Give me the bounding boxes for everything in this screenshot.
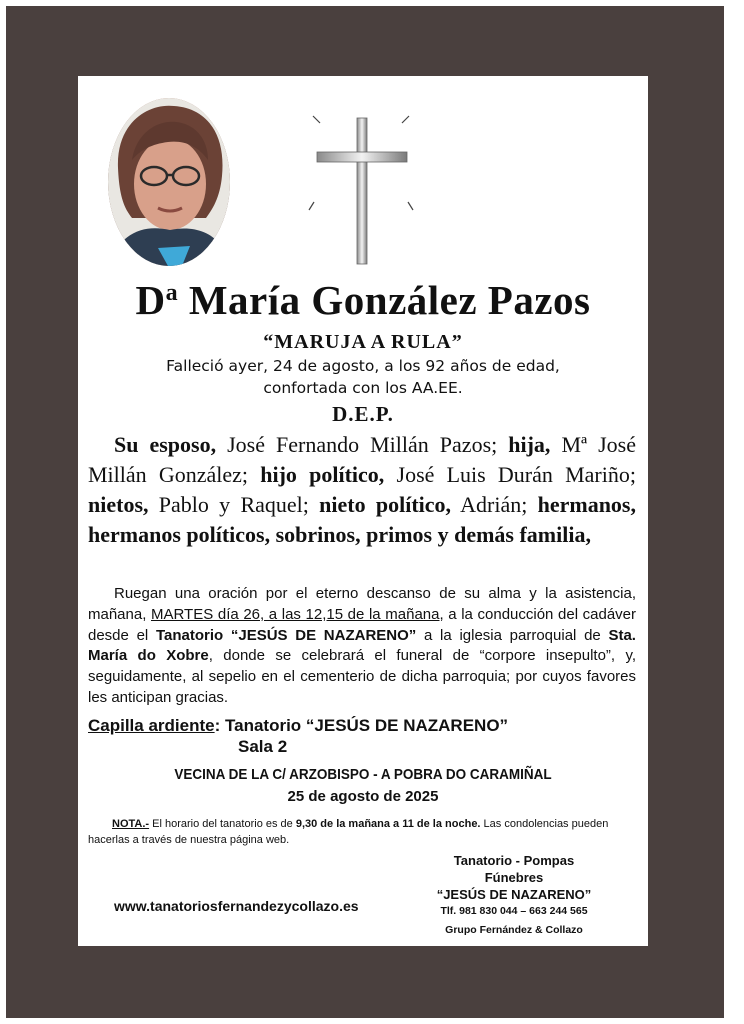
company-block bbox=[424, 852, 604, 939]
website-link[interactable]: www.tanatoriosfernandezycollazo.es bbox=[114, 898, 359, 914]
portrait-photo bbox=[108, 98, 230, 266]
ceremony-paragraph: Ruegan una oración por el eterno descanso de su alma y la asistencia, mañana, MARTES día 26, a las 12,15 de la mañana, a la conducción del cadáver desde el Tanatorio “JESÚS DE NAZARENO” a la iglesia parroquial de Sta. María do Xobre, donde se celebrará el funeral de “corpore insepulto”, y, seguidamente, al sepelio en el cementerio de dicha parroquia; por cuyos favores les anticipan gracias. bbox=[88, 585, 637, 706]
death-notice-line-2: confortada con los AA.EE. bbox=[263, 379, 463, 397]
death-notice bbox=[78, 355, 648, 399]
company-line-2: “JESÚS DE NAZARENO” bbox=[436, 887, 592, 902]
nickname: “MARUJA A RULA” bbox=[263, 331, 463, 353]
note-paragraph: NOTA.- El horario del tanatorio es de 9,30 de la mañana a 11 de la noche. Las condolencias pueden hacerlas a través de nuestra página web. bbox=[88, 818, 609, 846]
dep-heading: D.E.P. bbox=[332, 402, 394, 426]
residence-line: VECINA DE LA C/ ARZOBISPO - A POBRA DO CARAMIÑAL bbox=[174, 766, 552, 783]
deceased-name: $D^a$ María González Pazos bbox=[135, 277, 591, 323]
sala: Sala 2 bbox=[238, 737, 288, 756]
company-line-1: Tanatorio - Pompas Fúnebres bbox=[453, 853, 575, 885]
cross-icon bbox=[303, 106, 423, 271]
obituary-sheet bbox=[78, 76, 648, 946]
company-group: Grupo Fernández & Collazo bbox=[445, 924, 583, 936]
family-paragraph: Su esposo, José Fernando Millán Pazos; hija, Mª José Millán González; hijo político, José Luis Durán Mariño; nietos, Pablo y Raquel; nieto político, Adrián; hermanos, hermanos políticos, sobrinos, primos y demás familia, bbox=[88, 432, 636, 547]
capilla-ardiente: Capilla ardiente: Tanatorio “JESÚS DE NAZARENO” bbox=[88, 716, 509, 735]
date-line: 25 de agosto de 2025 bbox=[287, 788, 439, 805]
death-notice-line-1: Falleció ayer, 24 de agosto, a los 92 años de edad, bbox=[166, 357, 560, 375]
company-phone: Tlf. 981 830 044 – 663 244 565 bbox=[440, 905, 588, 917]
